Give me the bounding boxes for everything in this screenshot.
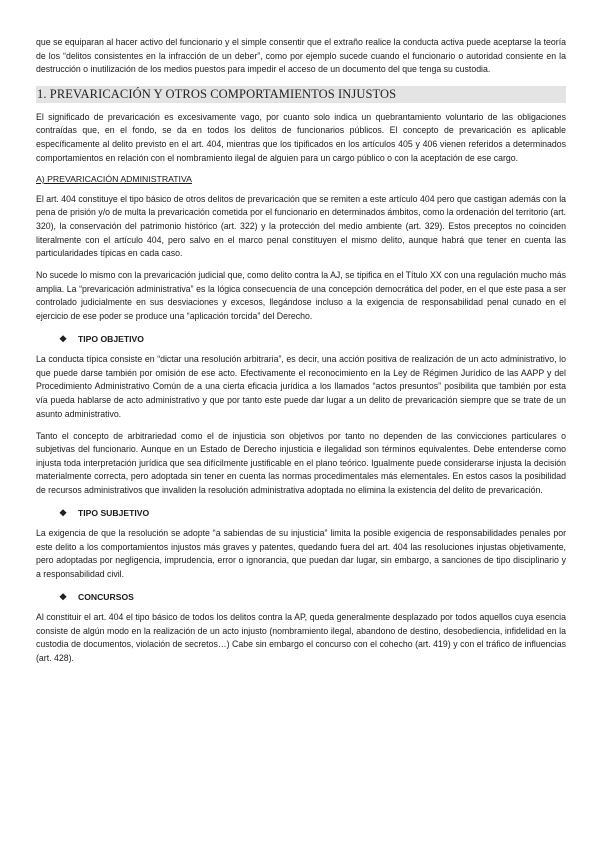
body-paragraph: La conducta típica consiste en “dictar una resolución arbitraria”, es decir, una acción positiva de realización de un acto administrativo, lo que puede darse también por omisión de ese acto. Efectivamente el reconocimiento en la Ley de Régimen Jurídico de las AAPP y del Procedimiento Administrativo Común de a una cierta eficacia jurídica a los llamados “actos presuntos” posibilita que también por esta vía pueda hablarse de acto administrativo y que por tanto este puede dar lugar a un delito de prevaricación siempre que se trate de un asunto administrativo. [36, 354, 566, 419]
diamond-bullet-icon: ❖ [59, 591, 68, 602]
body-paragraph: Al constituir el art. 404 el tipo básico de todos los delitos contra la AP, queda generalmente desplazado por todos aquellos cuya esencia consiste de algún modo en la realización de un acto injusto (nombramiento ilegal, abandono de destino, desobediencia, infidelidad en la custodia de documentos, violación de secretos…) Cabe sin embargo el concurso con el cohecho (art. 419) y con el tráfico de influencias (art. 428). [36, 612, 566, 663]
bullet-heading-label: TIPO OBJETIVO [78, 333, 144, 344]
bullet-heading-concursos [59, 591, 566, 605]
diamond-bullet-icon: ❖ [59, 507, 68, 518]
subsection-heading: A) PREVARICACIÓN ADMINISTRATIVA [36, 174, 192, 185]
body-paragraph: Tanto el concepto de arbitrariedad como el de injusticia son objetivos por tanto no dependen de las convicciones particulares o subjetivas del funcionario. Aunque en un Estado de Derecho injusticia e ilegalidad son términos equivalentes. Debe entenderse como injusta toda interpretación jurídica que sea difícilmente justificable en el plano teórico. Igualmente puede considerarse injusta la decisión materialmente correcta, pero adoptada sin tener en cuenta las normas procedimentales más elementales. En estos casos la posibilidad de recursos administrativos que invaliden la resolución administrativa adoptada no elimina la existencia del delito de prevaricación. [36, 430, 566, 496]
bullet-heading-tipo-objetivo [59, 333, 566, 347]
bullet-heading-label: CONCURSOS [78, 591, 134, 602]
document-page [36, 36, 566, 666]
section-paragraph: El significado de prevaricación es excesivamente vago, por cuanto solo indica un quebrantamiento voluntario de las obligaciones contraídas que, en el fondo, se da en todos los delitos de funcionarios públicos. El concepto de prevaricación es aplicable específicamente al delito previsto en el art. 404, mientras que los tipificados en los artículos 405 y 406 vienen referidos a determinados comportamientos en relación con el nombramiento ilegal de alguien para un cargo público o con la aceptación de ese cargo. [36, 111, 566, 163]
bullet-heading-tipo-subjetivo [59, 507, 566, 521]
intro-paragraph: que se equiparan al hacer activo del funcionario y el simple consentir que el extraño realice la conducta activa puede aceptarse la teoría de los “delitos consistentes en la infracción de un deber”, como por ejemplo sucede cuando el funcionario o autoridad consiente en la destrucción o inutilización de los medios puestos para impedir el acceso de un documento del que tenga su custodia. [36, 37, 566, 75]
section-title: 1. PREVARICACIÓN Y OTROS COMPORTAMIENTOS INJUSTOS [36, 86, 566, 103]
body-paragraph: La exigencia de que la resolución se adopte “a sabiendas de su injusticia” limita la posible exigencia de responsabilidades penales por este delito a los comportamientos injustos más graves y patentes, quedando fuera del art. 404 las resoluciones injustas objetivamente, pero adoptadas por negligencia, imprudencia, error o ignorancia, que puedan dar lugar, sin embargo, a sanciones de tipo disciplinario y a responsabilidad civil. [36, 528, 566, 579]
subsection-paragraph: El art. 404 constituye el tipo básico de otros delitos de prevaricación que se remiten a este artículo 404 pero que castigan además con la pena de prisión y/o de multa la prevaricación cometida por el funcionario en determinados ámbitos, como la ordenación del territorio (art. 320), la conservación del patrimonio histórico (art. 322) y la protección del medio ambiente (art. 329). Estos preceptos no coinciden literalmente con el artículo 404, pero salvo en el marco penal constituyen el mismo delito, aunque habrá que tener en cuenta las particularidades típicas en cada caso. [36, 193, 566, 259]
diamond-bullet-icon: ❖ [59, 333, 68, 344]
bullet-heading-label: TIPO SUBJETIVO [78, 507, 150, 518]
subsection-paragraph: No sucede lo mismo con la prevaricación judicial que, como delito contra la AJ, se tipifica en el Título XX con una regulación mucho más amplia. La “prevaricación administrativa” es la lógica consecuencia de una concepción democrática del poder, en el que este pasa a ser controlado judicialmente en sus desviaciones y excesos, llegándose incluso a la exigencia de responsabilidad penal cunado en el ejercicio de ese poder se produce una “aplicación torcida” del Derecho. [36, 270, 566, 321]
